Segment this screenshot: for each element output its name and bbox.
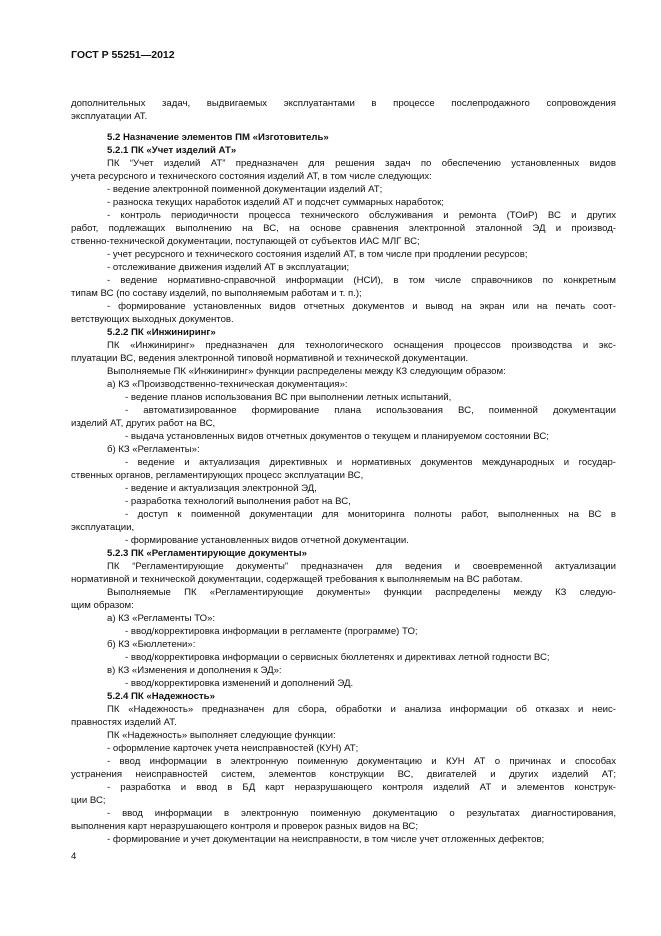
- list-item: - контроль периодичности процесса технического обслуживания и ремонта (ТОиР) ВС и других: [107, 210, 616, 221]
- sub-list-item: - ввод/корректировка информации о сервисных бюллетенях и директивах летной годности ВС;: [125, 652, 550, 663]
- subsection-heading: 5.2.2 ПК «Инжиниринг»: [107, 327, 216, 338]
- paragraph-line: ПК «Надежность» предназначен для сбора, обработки и анализа информации об отказах и неис-: [107, 704, 616, 715]
- list-item: в) КЗ «Изменения и дополнения к ЭД»:: [107, 665, 282, 676]
- list-item: а) КЗ «Регламенты ТО»:: [107, 613, 216, 624]
- paragraph-line: выполнения карт неразрушающего контроля и проверок разных видов на ВС;: [71, 821, 418, 832]
- paragraph-line: ции ВС;: [71, 795, 106, 806]
- sub-list-item: - ввод/корректировка информации в регламенте (программе) ТО;: [125, 626, 418, 637]
- list-item: - разноска текущих наработок изделий АТ и подсчет суммарных наработок;: [107, 197, 444, 208]
- list-item: - отслеживание движения изделий АТ в эксплуатации;: [107, 262, 350, 273]
- list-item: - ввод информации в электронную поименную документацию и КУН АТ о причинах и способах: [107, 756, 616, 767]
- paragraph-line: правностях изделий АТ.: [71, 717, 177, 728]
- paragraph-line: нормативной и технической документации, содержащей требования к выполняемым на ВС работам.: [71, 574, 523, 585]
- paragraph-line: ветствующих выходных документов.: [71, 314, 234, 325]
- list-item: - ведение электронной поименной документации изделий АТ;: [107, 184, 383, 195]
- sub-list-item: - автоматизированное формирование плана использования ВС, поименной документации: [125, 405, 616, 416]
- list-item: - формирование установленных видов отчетных документов и вывод на экран или на печать соот-: [107, 301, 616, 312]
- sub-list-item: - ввод/корректировка изменений и дополнений ЭД.: [125, 678, 354, 689]
- paragraph-line: эксплуатации АТ.: [71, 111, 148, 122]
- paragraph-line: Выполняемые ПК «Регламентирующие документы» функции распределены между КЗ следую-: [107, 587, 616, 598]
- paragraph-line: ственных органов, регламентирующих процесс эксплуатации ВС,: [71, 470, 364, 481]
- paragraph-line: устранения неисправностей систем, элементов конструкции ВС, двигателей и других изделий АТ;: [71, 769, 616, 780]
- sub-list-item: - разработка технологий выполнения работ на ВС,: [125, 496, 351, 507]
- paragraph-line: типам ВС (по составу изделий, по выполняемым работам и т. п.);: [71, 288, 362, 299]
- paragraph-line: ПК «Надежность» выполняет следующие функции:: [107, 730, 336, 741]
- subsection-heading: 5.2.3 ПК «Регламентирующие документы»: [107, 548, 307, 559]
- subsection-heading: 5.2.1 ПК «Учет изделий АТ»: [107, 145, 237, 156]
- sub-list-item: - ведение и актуализация электронной ЭД,: [125, 483, 317, 494]
- paragraph-line: ПК «Инжиниринг» предназначен для технологического оснащения процессов производства и экс-: [107, 340, 616, 351]
- list-item: - формирование и учет документации на неисправности, в том числе учет отложенных дефектов;: [107, 834, 545, 845]
- sub-list-item: - ведение и актуализация директивных и нормативных документов международных и государ-: [125, 457, 616, 468]
- paragraph-line: эксплуатации,: [71, 522, 135, 533]
- list-item: - учет ресурсного и технического состояния изделий АТ, в том числе при продлении ресурсов;: [107, 249, 528, 260]
- list-item: б) КЗ «Регламенты»:: [107, 444, 200, 455]
- paragraph-line: щим образом:: [71, 600, 134, 611]
- sub-list-item: - формирование установленных видов отчетной документации.: [125, 535, 409, 546]
- list-item: - ввод информации в электронную поименную документацию о результатах диагностирования,: [107, 808, 616, 819]
- paragraph-line: Выполняемые ПК «Инжиниринг» функции распределены между КЗ следующим образом:: [107, 366, 506, 377]
- paragraph-line: плуатации ВС, ведения электронной типовой нормативной и технической документации.: [71, 353, 469, 364]
- paragraph-line: дополнительных задач, выдвигаемых эксплуатантами в процессе послепродажного сопровождения: [71, 98, 616, 109]
- page-number: 4: [71, 851, 77, 862]
- paragraph-line: работ, подлежащих выполнению на ВС, на основе сравнения электронной эталонной ЭД и производ-: [71, 223, 616, 234]
- section-heading: 5.2 Назначение элементов ПМ «Изготовитель»: [107, 132, 329, 143]
- list-item: - ведение нормативно-справочной информации (НСИ), в том числе справочников по конкретным: [107, 275, 616, 286]
- list-item: - разработка и ввод в БД карт неразрушающего контроля изделий АТ и элементов конструк-: [107, 782, 616, 793]
- paragraph-line: ПК “Регламентирующие документы” предназначен для ведения и своевременной актуализации: [107, 561, 616, 572]
- list-item: а) КЗ «Производственно-техническая документация»:: [107, 379, 348, 390]
- subsection-heading: 5.2.4 ПК «Надежность»: [107, 691, 215, 702]
- sub-list-item: - выдача установленных видов отчетных документов о текущем и планируемом состоянии ВС;: [125, 431, 549, 442]
- list-item: - оформление карточек учета неисправностей (КУН) АТ;: [107, 743, 359, 754]
- paragraph-line: изделий АТ, других работ на ВС,: [71, 418, 216, 429]
- document-header: ГОСТ Р 55251—2012: [71, 49, 175, 61]
- sub-list-item: - доступ к поименной документации для мониторинга полноты работ, выполненных на ВС в: [125, 509, 616, 520]
- paragraph-line: ственно-технической документации, поступающей от субъектов ИАС МЛГ ВС;: [71, 236, 420, 247]
- paragraph-line: ПК “Учет изделий АТ” предназначен для решения задач по обеспечению установленных видов: [107, 158, 616, 169]
- list-item: б) КЗ «Бюллетени»:: [107, 639, 196, 650]
- sub-list-item: - ведение планов использования ВС при выполнении летных испытаний,: [125, 392, 452, 403]
- paragraph-line: учета ресурсного и технического состояния изделий АТ, в том числе следующих:: [71, 171, 432, 182]
